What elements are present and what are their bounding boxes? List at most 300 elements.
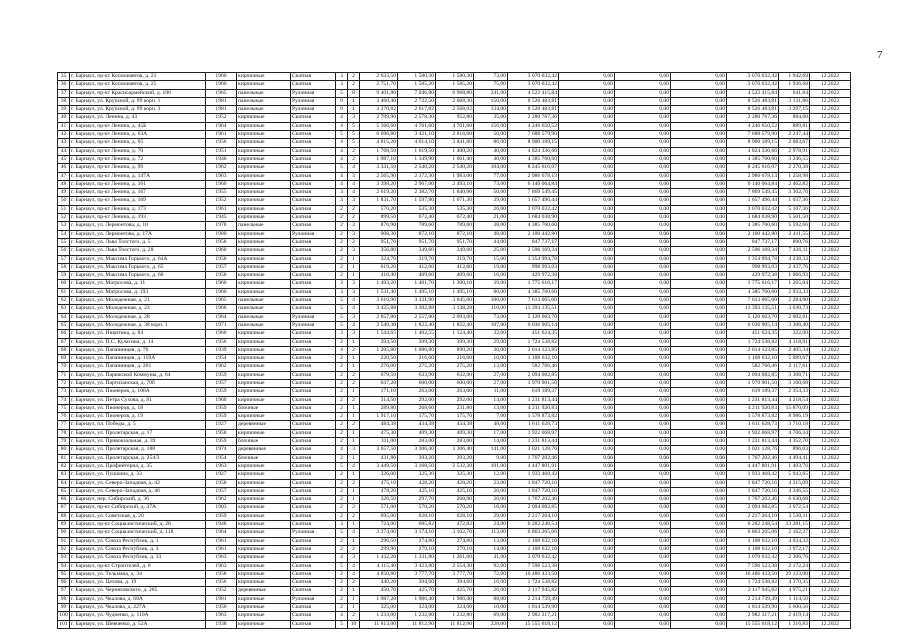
cell-wall-material: кирпичные [237,462,291,470]
cell-total-area: 324,70 [360,255,398,263]
cell-completion-date: 12.2022 [810,288,851,296]
table-row [58,313,851,321]
cell-completion-date: 12.2022 [810,545,851,553]
cell-entrances: 3 [348,222,360,230]
cell-roof-type: Скатная [291,355,336,363]
cell-cost-column-2: 0,00 [559,147,615,155]
cell-address: г. Барнаул, пр-кт Ленина, д. 63А [70,131,206,139]
cell-total-area: 2 751,70 [360,81,398,89]
cell-residents-count: 40,00 [474,147,508,155]
cell-entrances: 2 [348,479,360,487]
cell-cost-column-5: 4 522 415,84 [727,89,779,97]
cell-cost-column-4: 0,00 [671,413,727,421]
cell-row-number: 62 [58,297,70,305]
cell-cost-column-4: 0,00 [671,205,727,213]
cell-completion-date: 12.2022 [810,180,851,188]
cell-cost-column-4: 0,00 [671,131,727,139]
cell-cost-column-2: 0,00 [559,438,615,446]
cell-address: г. Барнаул, ул. П.С. Кулагина, д. 14 [70,338,206,346]
cell-floors: 9 [336,97,348,105]
cell-roof-type: Скатная [291,438,336,446]
cell-completion-date: 12.2022 [810,114,851,122]
cell-cost-column-5: 1 847 720,16 [727,479,779,487]
cell-entrances: 1 [348,496,360,504]
cell-cost-column-4: 0,00 [671,106,727,114]
cell-entrances: 4 [348,462,360,470]
cell-cost-column-5: 1 108 632,10 [727,545,779,553]
cell-row-number: 46 [58,164,70,172]
cell-row-number: 61 [58,288,70,296]
cell-residential-area: 2 372,30 [398,172,436,180]
cell-total-area: 1 987,10 [360,155,398,163]
cell-completion-date: 12.2022 [810,471,851,479]
cell-completion-date: 12.2022 [810,579,851,587]
cell-wall-material: кирпичные [237,479,291,487]
cell-total-area: 3 331,50 [360,164,398,172]
cell-unit-cost: 2 083,67 [779,139,810,147]
cell-cost-column-2: 0,00 [559,106,615,114]
cell-cost-column-2: 0,00 [559,263,615,271]
cell-unit-cost: 6 630,68 [779,496,810,504]
cell-cost-column-2: 0,00 [559,479,615,487]
cell-completion-date: 12.2022 [810,620,851,628]
cell-residential-area: 292,00 [398,396,436,404]
cell-total-cost: 6 140 064,84 [508,180,559,188]
cell-residential-area: 1 597,80 [398,197,436,205]
cell-year-built: 1952 [206,587,237,595]
cell-floors: 2 [336,487,348,495]
cell-private-area: 872,10 [436,230,474,238]
cell-residents-count: 10,00 [474,604,508,612]
table-row [58,595,851,603]
cell-floors: 2 [336,379,348,387]
cell-wall-material: панельные [237,97,291,105]
cell-cost-column-2: 0,00 [559,297,615,305]
cell-year-built: 1954 [206,355,237,363]
cell-cost-column-3: 0,00 [615,487,671,495]
cell-residents-count: 13,00 [474,537,508,545]
cell-cost-column-5: 2 596 169,34 [727,247,779,255]
cell-cost-column-4: 0,00 [671,570,727,578]
cell-residential-area: 216,60 [398,355,436,363]
cell-total-area: 6 696,80 [360,131,398,139]
cell-year-built: 1961 [206,537,237,545]
cell-unit-cost: 889,81 [779,122,810,130]
cell-cost-column-3: 0,00 [615,238,671,246]
cell-cost-column-2: 0,00 [559,114,615,122]
cell-floors: 2 [336,579,348,587]
cell-address: г. Барнаул, ул. Цехова, д. 19 [70,579,206,587]
cell-total-area: 440,20 [360,579,398,587]
cell-cost-column-4: 0,00 [671,297,727,305]
cell-unit-cost: 4 370,35 [779,579,810,587]
table-row [58,620,851,628]
cell-cost-column-5: 1 847 720,16 [727,487,779,495]
cell-total-area: 296,50 [360,537,398,545]
cell-roof-type: Рулонная [291,97,336,105]
cell-total-cost: 1 108 632,10 [508,537,559,545]
cell-cost-column-4: 0,00 [671,230,727,238]
cell-address: г. Барнаул, ул. Никитина, д. 84 [70,330,206,338]
cell-residential-area: 425,10 [398,487,436,495]
cell-entrances: 2 [348,155,360,163]
cell-floors: 2 [336,363,348,371]
cell-total-area: 876,90 [360,222,398,230]
cell-unit-cost: 4 034,32 [779,537,810,545]
cell-total-cost: 7 596 523,38 [508,562,559,570]
cell-total-area: 1 768,50 [360,147,398,155]
cell-unit-cost: 2 437,76 [779,263,810,271]
cell-residential-area: 175,70 [398,413,436,421]
cell-residential-area: 628,10 [398,512,436,520]
cell-entrances: 1 [348,454,360,462]
cell-completion-date: 12.2022 [810,172,851,180]
cell-total-cost: 16 486 433,50 [508,570,559,578]
cell-residential-area: 3 174,10 [398,529,436,537]
cell-roof-type: Рулонная [291,595,336,603]
cell-address: г. Барнаул, ул. Максима Горького, д. 66 [70,272,206,280]
cell-entrances: 1 [348,338,360,346]
cell-residents-count: 16,00 [474,504,508,512]
cell-cost-column-5: 3 021 128,76 [727,446,779,454]
cell-private-area: 535,30 [436,205,474,213]
cell-cost-column-3: 0,00 [615,338,671,346]
cell-completion-date: 12.2022 [810,595,851,603]
cell-unit-cost: 3 246,55 [779,155,810,163]
cell-year-built: 1981 [206,106,237,114]
cell-address: г. Барнаул, ул. Тельмана, д. 34 [70,570,206,578]
cell-cost-column-3: 0,00 [615,247,671,255]
cell-roof-type: Скатная [291,297,336,305]
cell-total-area: 3 460,40 [360,97,398,105]
cell-entrances: 3 [348,313,360,321]
cell-entrances: 1 [348,521,360,529]
cell-residents-count: 30,00 [474,346,508,354]
table-row [58,288,851,296]
cell-row-number: 55 [58,238,70,246]
cell-residents-count: 16,00 [474,579,508,587]
cell-cost-column-4: 0,00 [671,479,727,487]
cell-total-area: 276,00 [360,363,398,371]
cell-private-area: 1 840,90 [436,189,474,197]
cell-residential-area: 872,10 [398,230,436,238]
cell-year-built: 1980 [206,230,237,238]
table-row [58,562,851,570]
cell-roof-type: Скатная [291,562,336,570]
cell-unit-cost: 5 592,66 [779,222,810,230]
cell-total-area: 3 274,00 [360,529,398,537]
cell-private-area: 263,00 [436,388,474,396]
cell-private-area: 1 400,20 [436,147,474,155]
cell-residents-count: 13,00 [474,363,508,371]
cell-total-area: 475,30 [360,429,398,437]
cell-private-area: 789,60 [436,222,474,230]
cell-address: г. Барнаул, ул. Крупской, д. 99 корп. 3 [70,106,206,114]
cell-private-area: 1 261,00 [436,554,474,562]
cell-wall-material: кирпичные [237,504,291,512]
cell-wall-material: кирпичные [237,562,291,570]
cell-row-number: 77 [58,421,70,429]
cell-wall-material: кирпичные [237,272,291,280]
cell-residents-count: 100,00 [474,297,508,305]
cell-cost-column-3: 0,00 [615,429,671,437]
cell-wall-material: кирпичные [237,155,291,163]
cell-private-area: 399,30 [436,338,474,346]
cell-total-area: 450,70 [360,587,398,595]
cell-total-area: 4 815,20 [360,139,398,147]
cell-year-built: 1960 [206,247,237,255]
cell-floors: 4 [336,346,348,354]
cell-row-number: 75 [58,404,70,412]
cell-cost-column-5: 8 526 483,81 [727,106,779,114]
cell-unit-cost: 2 933,33 [779,288,810,296]
cell-total-cost: 4 447 801,91 [508,462,559,470]
cell-residential-area: 1 402,55 [398,330,436,338]
cell-cost-column-4: 0,00 [671,255,727,263]
cell-cost-column-2: 0,00 [559,512,615,520]
cell-cost-column-5: 619 189,37 [727,388,779,396]
cell-total-area: 908,30 [360,230,398,238]
cell-cost-column-4: 0,00 [671,496,727,504]
cell-entrances: 3 [348,230,360,238]
cell-unit-cost: 4 315,09 [779,479,810,487]
cell-year-built: 1927 [206,471,237,479]
cell-entrances: 3 [348,247,360,255]
cell-floors: 3 [336,189,348,197]
cell-cost-column-2: 0,00 [559,371,615,379]
cell-row-number: 99 [58,604,70,612]
cell-wall-material: кирпичные [237,388,291,396]
cell-cost-column-2: 0,00 [559,73,615,81]
table-row [58,363,851,371]
cell-unit-cost: 3 308,40 [779,321,810,329]
cell-unit-cost: 2 354,33 [779,388,810,396]
cell-cost-column-2: 0,00 [559,363,615,371]
cell-year-built: 1981 [206,97,237,105]
cell-address: г. Барнаул, пр-кт Ленина, д. 45Б [70,122,206,130]
cell-entrances: 4 [348,321,360,329]
cell-floors: 4 [336,612,348,620]
cell-roof-type: Скатная [291,454,336,462]
cell-residential-area: 263,00 [398,388,436,396]
cell-cost-column-3: 0,00 [615,321,671,329]
cell-roof-type: Скатная [291,471,336,479]
cell-unit-cost: 1 403,76 [779,462,810,470]
cell-floors: 2 [336,537,348,545]
cell-cost-column-5: 2 094 082,85 [727,504,779,512]
cell-cost-column-4: 0,00 [671,537,727,545]
cell-roof-type: Скатная [291,81,336,89]
cell-cost-column-3: 0,00 [615,363,671,371]
cell-cost-column-3: 0,00 [615,89,671,97]
cell-cost-column-2: 0,00 [559,521,615,529]
cell-unit-cost: 3 297,15 [779,106,810,114]
cell-residents-count: 48,00 [474,421,508,429]
cell-unit-cost: 3 302,70 [779,189,810,197]
cell-residential-area: 633,90 [398,371,436,379]
cell-wall-material: кирпичные [237,579,291,587]
cell-residents-count: 40,00 [474,155,508,163]
cell-year-built: 1960 [206,330,237,338]
cell-entrances: 1 [348,272,360,280]
cell-floors: 5 [336,313,348,321]
cell-total-cost: 4 385 760,60 [508,222,559,230]
cell-address: г. Барнаул, пр-кт Социалистический, д. 118 [70,529,206,537]
cell-year-built: 1952 [206,197,237,205]
cell-total-cost: 5 120 663,70 [508,313,559,321]
cell-residents-count: 14,00 [474,396,508,404]
cell-private-area: 11 812,90 [436,620,474,628]
cell-entrances: 1 [348,537,360,545]
cell-cost-column-2: 0,00 [559,562,615,570]
cell-cost-column-3: 0,00 [615,280,671,288]
cell-cost-column-4: 0,00 [671,462,727,470]
cell-unit-cost: 641,84 [779,89,810,97]
cell-roof-type: Скатная [291,155,336,163]
cell-cost-column-5: 2 100 442,80 [727,230,779,238]
cell-entrances: 1 [348,363,360,371]
cell-cost-column-3: 0,00 [615,288,671,296]
cell-year-built: 1952 [206,114,237,122]
cell-floors: 3 [336,81,348,89]
cell-wall-material: кирпичные [237,139,291,147]
cell-residential-area: 3 423,80 [398,562,436,570]
cell-private-area: 274,80 [436,537,474,545]
cell-year-built: 1965 [206,297,237,305]
cell-completion-date: 12.2022 [810,454,851,462]
cell-total-area: 2 565,90 [360,172,398,180]
cell-unit-cost: 4 494,41 [779,454,810,462]
cell-completion-date: 12.2022 [810,396,851,404]
cell-cost-column-3: 0,00 [615,197,671,205]
cell-unit-cost: 5 943,65 [779,471,810,479]
cell-private-area: 628,10 [436,512,474,520]
cell-wall-material: кирпичные [237,288,291,296]
table-row [58,230,851,238]
cell-residents-count: 27,00 [474,379,508,387]
cell-cost-column-2: 0,00 [559,496,615,504]
cell-entrances: 1 [348,429,360,437]
cell-unit-cost: 2 978,91 [779,147,810,155]
cell-total-cost: 3 684 038,90 [508,214,559,222]
cell-cost-column-5: 4 385 760,60 [727,155,779,163]
cell-cost-column-5: 1 970 901,50 [727,379,779,387]
cell-row-number: 73 [58,388,70,396]
cell-total-cost: 7 613 065,00 [508,297,559,305]
cell-year-built: 1954 [206,454,237,462]
cell-completion-date: 12.2022 [810,363,851,371]
table-row [58,604,851,612]
cell-floors: 2 [336,438,348,446]
cell-cost-column-5: 2 214 739,49 [727,595,779,603]
cell-year-built: 1950 [206,604,237,612]
cell-completion-date: 12.2022 [810,73,851,81]
cell-residents-count: 88,00 [474,595,508,603]
cell-cost-column-2: 0,00 [559,355,615,363]
cell-cost-column-5: 6 036 905,14 [727,321,779,329]
table-row [58,214,851,222]
cell-residents-count: 29,00 [474,512,508,520]
cell-row-number: 66 [58,330,70,338]
cell-unit-cost: 4 975,21 [779,587,810,595]
cell-cost-column-2: 0,00 [559,330,615,338]
cell-residents-count: 26,00 [474,205,508,213]
cell-floors: 2 [336,355,348,363]
cell-total-cost: 1 231 813,44 [508,438,559,446]
cell-year-built: 1903 [206,504,237,512]
cell-floors: 2 [336,471,348,479]
cell-cost-column-3: 0,00 [615,496,671,504]
cell-total-cost: 2 614 123,85 [508,346,559,354]
cell-total-cost: 4 522 415,84 [508,89,559,97]
cell-total-cost: 3 070 032,42 [508,554,559,562]
cell-row-number: 98 [58,595,70,603]
table-row [58,438,851,446]
cell-address: г. Барнаул, ул. Привокзальная, д. 39 [70,438,206,446]
cell-cost-column-2: 0,00 [559,421,615,429]
cell-entrances: 2 [348,545,360,553]
cell-year-built: 1963 [206,554,237,562]
cell-cost-column-5: 1 922 068,97 [727,429,779,437]
cell-wall-material: кирпичные [237,487,291,495]
cell-address: г. Барнаул, ул. Матросова, д. 11 [70,280,206,288]
cell-wall-material: кирпичные [237,247,291,255]
cell-cost-column-3: 0,00 [615,272,671,280]
cell-year-built: 1960 [206,81,237,89]
cell-wall-material: панельные [237,222,291,230]
cell-roof-type: Скатная [291,147,336,155]
cell-cost-column-2: 0,00 [559,280,615,288]
cell-cost-column-2: 0,00 [559,122,615,130]
cell-total-area: 9 401,80 [360,89,398,97]
cell-completion-date: 12.2022 [810,155,851,163]
cell-year-built: 1961 [206,545,237,553]
cell-wall-material: кирпичные [237,122,291,130]
table-row [58,330,851,338]
cell-total-cost: 3 070 032,42 [508,81,559,89]
cell-residential-area: 1 986,40 [398,595,436,603]
cell-row-number: 40 [58,114,70,122]
cell-address: г. Барнаул, пр-кт Ленина, д. 72 [70,155,206,163]
cell-completion-date: 12.2022 [810,272,851,280]
cell-completion-date: 12.2022 [810,106,851,114]
cell-total-cost: 4 385 760,60 [508,288,559,296]
cell-row-number: 49 [58,189,70,197]
cell-entrances: 3 [348,288,360,296]
cell-entrances: 1 [348,263,360,271]
cell-floors: 2 [336,338,348,346]
cell-address: г. Барнаул, ул. Северо-Западная, д. 42 [70,479,206,487]
cell-cost-column-4: 0,00 [671,189,727,197]
cell-address: г. Барнаул, ул. Пролетарская, д. 17 [70,429,206,437]
cell-floors: 2 [336,230,348,238]
cell-completion-date: 12.2022 [810,122,851,130]
cell-row-number: 56 [58,247,70,255]
table-row [58,429,851,437]
cell-year-built: 1955 [206,189,237,197]
cell-cost-column-3: 0,00 [615,122,671,130]
cell-residents-count: 241,00 [474,89,508,97]
cell-entrances: 4 [348,189,360,197]
cell-roof-type: Скатная [291,338,336,346]
cell-address: г. Барнаул, ул. Пролетарская, д. 254/3 [70,454,206,462]
cell-row-number: 50 [58,197,70,205]
cell-cost-column-5: 2 982 317,21 [727,612,779,620]
cell-cost-column-4: 0,00 [671,429,727,437]
cell-wall-material: кирпичные [237,371,291,379]
cell-residents-count: 17,00 [474,429,508,437]
cell-unit-cost: 3 672,54 [779,504,810,512]
